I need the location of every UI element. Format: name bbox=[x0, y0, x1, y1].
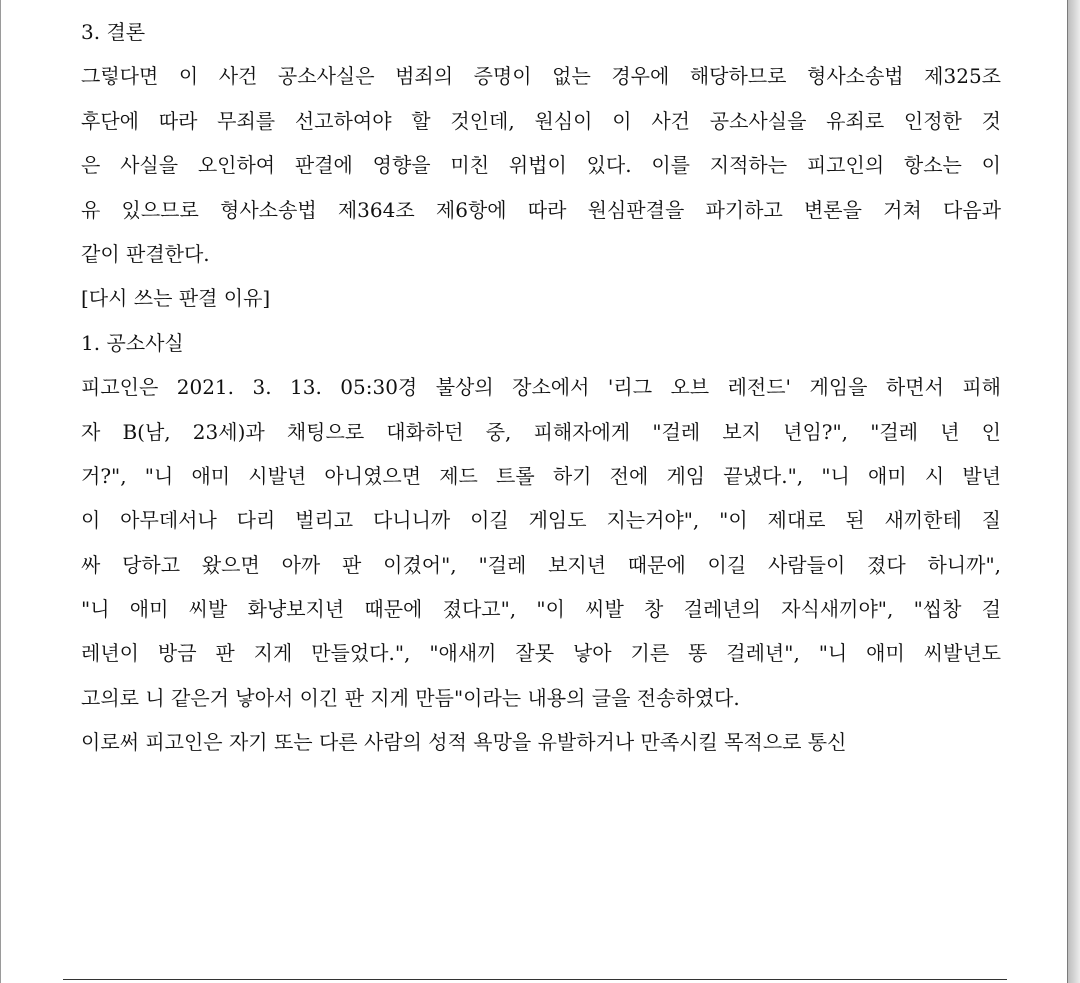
text-line: 싸 당하고 왔으면 아까 판 이겼어", "걸레 보지년 때문에 이길 사람들이 졌다 하니까", bbox=[81, 552, 1001, 577]
text-line: 은 사실을 오인하여 판결에 영향을 미친 위법이 있다. 이를 지적하는 피고인의 항소는 이 bbox=[81, 153, 1001, 178]
text-line: 후단에 따라 무죄를 선고하여야 할 것인데, 원심이 이 사건 공소사실을 유죄로 인정한 것 bbox=[81, 108, 1001, 133]
text-line: 유 있으므로 형사소송법 제364조 제6항에 따라 원심판결을 파기하고 변론을 거쳐 다음과 bbox=[81, 197, 1001, 222]
text-line: 이로써 피고인은 자기 또는 다른 사람의 성적 욕망을 유발하거나 만족시킬 목적으로 통신 bbox=[81, 730, 847, 755]
text-line: 거?", "니 애미 시발년 아니였으면 제드 트롤 하기 전에 게임 끝냈다.", "니 애미 시 발년 bbox=[81, 463, 1001, 488]
text-line: 레년이 방금 판 지게 만들었다.", "애새끼 잘못 낳아 기른 똥 걸레년", "니 애미 씨발년도 bbox=[81, 641, 1001, 666]
paragraph-heading-reasons bbox=[81, 276, 1001, 320]
paragraph-heading-conclusion bbox=[81, 10, 1001, 54]
text-line: 피고인은 2021. 3. 13. 05:30경 불상의 장소에서 '리그 오브 레전드' 게임을 하면서 피해 bbox=[81, 375, 1001, 400]
text-line: 같이 판결한다. bbox=[81, 241, 210, 266]
text-line: [다시 쓰는 판결 이유] bbox=[81, 286, 271, 311]
paragraph-heading-facts bbox=[81, 321, 1001, 365]
page-bottom-rule bbox=[63, 979, 1007, 980]
paragraph-conclusion-body bbox=[81, 54, 1001, 276]
text-line: 1. 공소사실 bbox=[81, 330, 184, 355]
text-line: 그렇다면 이 사건 공소사실은 범죄의 증명이 없는 경우에 해당하므로 형사소송법 제325조 bbox=[81, 64, 1001, 89]
document-body bbox=[81, 10, 1001, 765]
text-line: "니 애미 씨발 화냥보지년 때문에 졌다고", "이 씨발 창 걸레년의 자식새끼야", "씹창 걸 bbox=[81, 597, 1001, 622]
paragraph-facts-continued bbox=[81, 720, 1001, 764]
text-line: 자 B(남, 23세)과 채팅으로 대화하던 중, 피해자에게 "걸레 보지 년임?", "걸레 년 인 bbox=[81, 419, 1001, 444]
text-line: 이 아무데서나 다리 벌리고 다니니까 이길 게임도 지는거야", "이 제대로 된 새끼한테 질 bbox=[81, 508, 1001, 533]
text-line: 3. 결론 bbox=[81, 20, 146, 44]
paragraph-facts-body bbox=[81, 365, 1001, 720]
text-line: 고의로 니 같은거 낳아서 이긴 판 지게 만듬"이라는 내용의 글을 전송하였다. bbox=[81, 685, 740, 710]
page-edge-shadow bbox=[1068, 0, 1080, 983]
